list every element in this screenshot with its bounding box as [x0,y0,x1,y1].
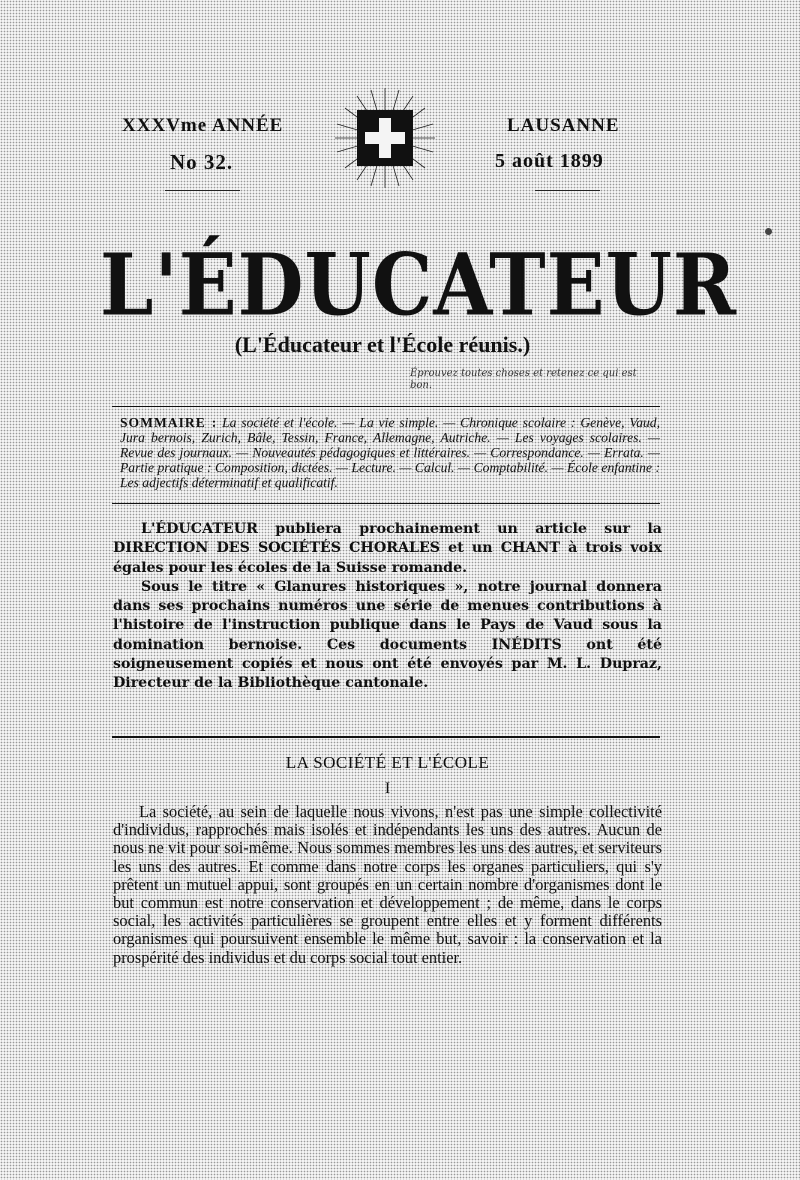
sommaire-text: La société et l'école. — La vie simple. — Chronique scolaire : Genève, Vaud, Jura bernois, Zurich, Bâle, Tessin, France, Allemagne, Autriche. — Les voyages scolaires. — Revue des journaux. — Nouveautés pédagogiques et littéraires. — Correspondance. — Errata. — Partie pratique : Composition, dictées. — Lecture. — Calcul. — Comptabilité. — École enfantine : Les adjectifs déterminatif et qualificatif. [120,415,660,490]
motto: Éprouvez toutes choses et retenez ce qui est bon. [410,368,637,391]
volume-year: XXXVme ANNÉE [122,115,284,136]
masthead-subtitle: (L'Éducateur et l'École réunis.) [234,332,531,357]
paper-speck [765,228,772,235]
place: LAUSANNE [507,115,620,136]
article-body: La société, au sein de laquelle nous vivons, n'est pas une simple collectivité d'individus, rapprochés mais isolés et indépendants les uns des autres. Aucun de nous ne vit pour soi-même. Nous sommes membres les uns des autres, et serviteurs les uns des autres. Et comme dans notre corps les organes particuliers, qui s'y prêtent un mutuel appui, sont groupés en un certain nombre d'organismes dont le but commun est notre conservation et développement ; de même, dans le corps social, les activités particulières se groupent entre elles et y forment différents organismes qui poursuivent ensemble le même but, savoir : la conservation et la prospérité des individus et du corps social tout entier. [113,802,662,967]
rule-under-sommaire [112,503,660,504]
swiss-cross-emblem-icon [335,88,435,188]
rule-under-notice [112,736,660,738]
notice-paragraph-2: Sous le titre « Glanures historiques », notre journal donnera dans ses prochains numéros une série de menues contributions à l'histoire de l'instruction publique dans le Pays de Vaud sous la domination bernoise. Ces documents INÉDITS ont été soigneusement copiés et nous ont été envoyés par M. L. Dupraz, Directeur de la Bibliothèque cantonale. [113,578,662,692]
header-rule-right [535,190,600,191]
article-title: LA SOCIÉTÉ ET L'ÉCOLE [285,753,490,772]
editorial-notice [113,520,662,694]
article-section-number: I [384,780,391,797]
sommaire-label: SOMMAIRE : [120,415,218,430]
sommaire [120,415,660,490]
masthead-title: L'ÉDUCATEUR [100,235,738,335]
issue-date: 5 août 1899 [495,150,604,172]
issue-number: No 32. [170,150,234,174]
header-rule-left [165,190,240,191]
rule-top [112,406,660,407]
notice-paragraph-1: L'ÉDUCATEUR publiera prochainement un article sur la DIRECTION DES SOCIÉTÉS CHORALES et un CHANT à trois voix égales pour les écoles de la Suisse romande. [113,521,662,576]
